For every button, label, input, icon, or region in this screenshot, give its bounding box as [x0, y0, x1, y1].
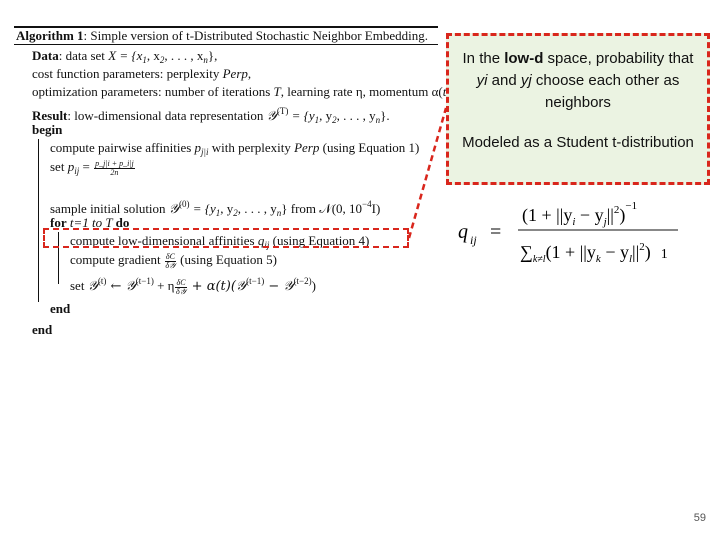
cost-end: , — [247, 66, 252, 81]
step2-var: p — [67, 159, 75, 174]
loop1-end: (using Equation 4) — [269, 233, 370, 248]
step3-sup2: −4 — [362, 199, 372, 209]
loop3-den: δ𝒴 — [176, 286, 187, 296]
callout-line1-d: and — [487, 72, 521, 89]
step1-var: p — [194, 140, 202, 155]
qij-formula — [456, 190, 686, 270]
data-set: X = {x — [108, 48, 143, 63]
loop1-var: q — [257, 233, 265, 248]
result-text: : low-dimensional data representation — [67, 108, 267, 123]
loop3-sup2: (t−1) — [135, 276, 154, 286]
step2-num: p_j|i + p_i|j — [95, 158, 134, 168]
step3-close: I) — [371, 201, 381, 216]
data-set-rest: , x — [146, 48, 160, 63]
step3-set-rest: , y — [220, 201, 234, 216]
step3-sup: (0) — [179, 199, 190, 209]
result-set: = {y — [288, 108, 315, 123]
formula-lhs-sub: ij — [470, 233, 477, 247]
callout-line1-c: space, probability that — [543, 50, 694, 67]
callout-yj: yj — [520, 72, 532, 89]
step2-den: 2n — [110, 167, 119, 177]
step1-perp: Perp — [294, 140, 320, 155]
algorithm-title-prefix: Algorithm 1 — [16, 28, 84, 43]
result-end: }. — [380, 108, 390, 123]
callout-line2: Modeled as a Student t-distribution — [462, 134, 694, 151]
data-set-end: }, — [207, 48, 218, 63]
step1-sub: j|i — [201, 147, 209, 157]
formula-eq: = — [490, 221, 502, 243]
step3-symbol: 𝒴 — [168, 202, 179, 217]
loop3-mid1: ← 𝒴 — [106, 279, 136, 294]
loop3-text: set — [70, 278, 88, 293]
end-outer-keyword: end — [32, 322, 53, 337]
result-line: Result: low-dimensional data representation 𝒴$^{(T)}$ = {$y_1$, $y_2$, . . . , $y_n$}. — [32, 106, 390, 125]
data-label: Data — [32, 48, 59, 63]
loop3-mid4: − 𝒴 — [264, 279, 294, 294]
opt-mid: , learning rate η, momentum α( — [280, 84, 443, 99]
loop2-num: δC — [165, 251, 175, 261]
do-keyword: do — [115, 215, 130, 230]
step3-end: } from 𝒩(0, 10 — [281, 201, 363, 216]
loop2-den: δ𝒴 — [165, 260, 176, 270]
result-sup: (T) — [276, 106, 289, 116]
opt-text: optimization parameters: number of iterations — [32, 84, 274, 99]
opt-T: T — [273, 84, 281, 99]
loop3-symbol: 𝒴 — [87, 279, 98, 294]
loop3-num: δC — [176, 277, 186, 287]
data-set-tail: , . . . , x — [164, 48, 204, 63]
algorithm-title-text: : Simple version of t-Distributed Stochastic Neighbor Embedding. — [83, 28, 428, 43]
step2-eq: = — [79, 159, 94, 174]
callout-line1-e: choose each other as neighbors — [531, 72, 680, 111]
loop1-sub: ij — [264, 240, 270, 250]
step2-text: set — [50, 159, 68, 174]
callout-line1-b: low-d — [504, 50, 544, 67]
loop3-sup1: (t) — [97, 276, 107, 286]
loop3-mid3: + α(t)(𝒴 — [187, 279, 247, 294]
result-set-tail: , . . . , y — [336, 108, 376, 123]
cost-text: cost function parameters: perplexity — [32, 66, 223, 81]
for-keyword: for — [50, 215, 67, 230]
callout-line1-a: In the — [462, 50, 505, 67]
loop2-end: (using Equation 5) — [176, 252, 277, 267]
opt-t: t — [442, 84, 447, 99]
callout-box — [446, 33, 710, 185]
step1-text: compute pairwise affinities — [50, 140, 195, 155]
data-text: : data set — [58, 48, 109, 63]
formula-numerator: $(1 + ||y_i - y_j||^2)^{-1}$ — [522, 200, 638, 228]
end-inner-keyword: end — [50, 301, 71, 316]
formula-denominator: $\sum_{k\ne l}(1 + ||y_k - y_l||^2)$ 1 — [520, 241, 668, 265]
loop3-sup3: (t−1) — [246, 276, 265, 286]
step-init: sample initial solution 𝒴$^{(0)}$ = {$y_1$, $y_2$, . . . , $y_n$} from 𝒩(0, $10^{-4}I$) — [50, 199, 381, 218]
result-label: Result — [32, 108, 68, 123]
begin-keyword: begin — [32, 122, 63, 137]
cost-var: Perp — [222, 66, 248, 81]
page-number: 59 — [693, 512, 706, 524]
loop3-mid2: + η — [153, 278, 175, 293]
callout-line1 — [449, 48, 707, 114]
step3-set: = {y — [189, 201, 216, 216]
loop3-sup4: (t−2) — [293, 276, 312, 286]
callout-yi: yi — [476, 72, 488, 89]
data-line: Data: data set $X = \{x_1$, $x_2$, . . . , $x_n$}, — [32, 48, 218, 65]
formula-lhs: q — [458, 221, 468, 243]
loop1-text: compute low-dimensional affinities — [70, 233, 258, 248]
loop3-end: ) — [311, 278, 316, 293]
result-symbol: 𝒴 — [266, 109, 277, 124]
step1-end: (using Equation 1) — [319, 140, 420, 155]
step3-set-tail: , . . . , y — [237, 201, 277, 216]
for-range: t=1 to T — [66, 215, 116, 230]
loop2-text: compute gradient — [70, 252, 164, 267]
step3-text: sample initial solution — [50, 201, 169, 216]
step1-rest: with perplexity — [208, 140, 295, 155]
step2-sub: ij — [74, 166, 80, 176]
result-set-rest: , y — [319, 108, 333, 123]
